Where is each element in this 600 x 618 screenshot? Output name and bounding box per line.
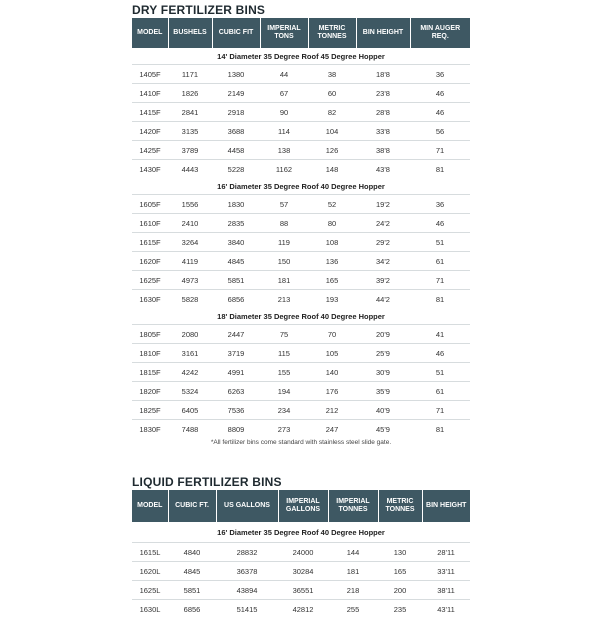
column-header: BIN HEIGHT bbox=[356, 18, 410, 48]
table-cell: 42812 bbox=[278, 600, 328, 618]
table-cell: 81 bbox=[410, 420, 470, 439]
table-cell: 80 bbox=[308, 214, 356, 233]
table-cell: 56 bbox=[410, 122, 470, 141]
table-cell: 7536 bbox=[212, 401, 260, 420]
table-cell: 23'8 bbox=[356, 84, 410, 103]
table-cell: 140 bbox=[308, 363, 356, 382]
table-cell: 5851 bbox=[212, 271, 260, 290]
table-row bbox=[132, 420, 470, 439]
liquid-header-row bbox=[132, 490, 470, 522]
table-cell: 155 bbox=[260, 363, 308, 382]
table-cell: 3719 bbox=[212, 344, 260, 363]
table-cell: 29'2 bbox=[356, 233, 410, 252]
table-cell: 46 bbox=[410, 84, 470, 103]
table-cell: 38'8 bbox=[356, 141, 410, 160]
table-cell: 5324 bbox=[168, 382, 212, 401]
table-cell: 235 bbox=[378, 600, 422, 618]
group-heading-row bbox=[132, 522, 470, 543]
table-cell: 104 bbox=[308, 122, 356, 141]
table-row bbox=[132, 290, 470, 309]
table-cell: 46 bbox=[410, 103, 470, 122]
table-cell: 1630L bbox=[132, 600, 168, 618]
table-cell: 19'2 bbox=[356, 195, 410, 214]
table-cell: 105 bbox=[308, 344, 356, 363]
table-cell: 1625F bbox=[132, 271, 168, 290]
dry-footnote: *All fertilizer bins come standard with stainless steel slide gate. bbox=[132, 438, 470, 448]
column-header: BUSHELS bbox=[168, 18, 212, 48]
table-cell: 1826 bbox=[168, 84, 212, 103]
table-cell: 176 bbox=[308, 382, 356, 401]
table-cell: 4973 bbox=[168, 271, 212, 290]
liquid-fertilizer-table bbox=[132, 490, 470, 618]
table-cell: 4458 bbox=[212, 141, 260, 160]
table-row bbox=[132, 344, 470, 363]
table-cell: 165 bbox=[308, 271, 356, 290]
table-cell: 136 bbox=[308, 252, 356, 271]
column-header: IMPERIAL GALLONS bbox=[278, 490, 328, 522]
table-cell: 1605F bbox=[132, 195, 168, 214]
table-cell: 138 bbox=[260, 141, 308, 160]
column-header: CUBIC FIT bbox=[212, 18, 260, 48]
table-row bbox=[132, 325, 470, 344]
table-cell: 36 bbox=[410, 195, 470, 214]
table-cell: 67 bbox=[260, 84, 308, 103]
table-cell: 1810F bbox=[132, 344, 168, 363]
table-cell: 1615L bbox=[132, 543, 168, 562]
table-cell: 194 bbox=[260, 382, 308, 401]
table-cell: 2080 bbox=[168, 325, 212, 344]
column-header: MODEL bbox=[132, 18, 168, 48]
table-cell: 6405 bbox=[168, 401, 212, 420]
table-cell: 4242 bbox=[168, 363, 212, 382]
group-heading: 16' Diameter 35 Degree Roof 40 Degree Hopper bbox=[132, 178, 470, 195]
table-row bbox=[132, 581, 470, 600]
column-header: BIN HEIGHT bbox=[422, 490, 470, 522]
table-cell: 1805F bbox=[132, 325, 168, 344]
table-cell: 24'2 bbox=[356, 214, 410, 233]
column-header: METRIC TONNES bbox=[308, 18, 356, 48]
table-cell: 4119 bbox=[168, 252, 212, 271]
table-cell: 1162 bbox=[260, 160, 308, 179]
table-cell: 4845 bbox=[168, 562, 216, 581]
table-cell: 1380 bbox=[212, 65, 260, 84]
table-cell: 52 bbox=[308, 195, 356, 214]
table-cell: 71 bbox=[410, 271, 470, 290]
table-row bbox=[132, 195, 470, 214]
column-header: MODEL bbox=[132, 490, 168, 522]
table-cell: 273 bbox=[260, 420, 308, 439]
table-cell: 1556 bbox=[168, 195, 212, 214]
table-row bbox=[132, 122, 470, 141]
table-cell: 4991 bbox=[212, 363, 260, 382]
table-cell: 40'9 bbox=[356, 401, 410, 420]
table-cell: 34'2 bbox=[356, 252, 410, 271]
table-cell: 38'11 bbox=[422, 581, 470, 600]
table-cell: 61 bbox=[410, 382, 470, 401]
table-cell: 3161 bbox=[168, 344, 212, 363]
table-cell: 57 bbox=[260, 195, 308, 214]
table-cell: 30284 bbox=[278, 562, 328, 581]
table-cell: 61 bbox=[410, 252, 470, 271]
table-cell: 35'9 bbox=[356, 382, 410, 401]
table-cell: 38 bbox=[308, 65, 356, 84]
table-cell: 1410F bbox=[132, 84, 168, 103]
table-cell: 119 bbox=[260, 233, 308, 252]
table-cell: 28'11 bbox=[422, 543, 470, 562]
table-cell: 4443 bbox=[168, 160, 212, 179]
table-cell: 71 bbox=[410, 401, 470, 420]
table-row bbox=[132, 65, 470, 84]
table-row bbox=[132, 363, 470, 382]
table-cell: 181 bbox=[328, 562, 378, 581]
group-heading-row bbox=[132, 48, 470, 65]
table-cell: 234 bbox=[260, 401, 308, 420]
table-cell: 4840 bbox=[168, 543, 216, 562]
table-cell: 6263 bbox=[212, 382, 260, 401]
table-cell: 6856 bbox=[168, 600, 216, 618]
table-cell: 44'2 bbox=[356, 290, 410, 309]
column-header: IMPERIAL TONNES bbox=[328, 490, 378, 522]
column-header: METRIC TONNES bbox=[378, 490, 422, 522]
table-cell: 36 bbox=[410, 65, 470, 84]
table-cell: 212 bbox=[308, 401, 356, 420]
group-heading-row bbox=[132, 178, 470, 195]
table-cell: 115 bbox=[260, 344, 308, 363]
table-cell: 2149 bbox=[212, 84, 260, 103]
table-cell: 2841 bbox=[168, 103, 212, 122]
table-row bbox=[132, 214, 470, 233]
column-header: MIN AUGER REQ. bbox=[410, 18, 470, 48]
table-cell: 71 bbox=[410, 141, 470, 160]
table-cell: 51415 bbox=[216, 600, 278, 618]
table-cell: 181 bbox=[260, 271, 308, 290]
table-cell: 24000 bbox=[278, 543, 328, 562]
column-header: IMPERIAL TONS bbox=[260, 18, 308, 48]
table-row bbox=[132, 84, 470, 103]
table-row bbox=[132, 271, 470, 290]
table-cell: 43'11 bbox=[422, 600, 470, 618]
table-cell: 1625L bbox=[132, 581, 168, 600]
table-row bbox=[132, 401, 470, 420]
table-cell: 36551 bbox=[278, 581, 328, 600]
table-cell: 165 bbox=[378, 562, 422, 581]
table-cell: 1425F bbox=[132, 141, 168, 160]
table-cell: 41 bbox=[410, 325, 470, 344]
table-cell: 28832 bbox=[216, 543, 278, 562]
table-cell: 1610F bbox=[132, 214, 168, 233]
dry-header-row bbox=[132, 18, 470, 48]
table-cell: 18'8 bbox=[356, 65, 410, 84]
table-cell: 33'11 bbox=[422, 562, 470, 581]
table-cell: 6856 bbox=[212, 290, 260, 309]
table-cell: 3840 bbox=[212, 233, 260, 252]
table-cell: 130 bbox=[378, 543, 422, 562]
group-heading-row bbox=[132, 308, 470, 325]
dry-section-title: DRY FERTILIZER BINS bbox=[132, 3, 470, 18]
table-cell: 2447 bbox=[212, 325, 260, 344]
table-cell: 114 bbox=[260, 122, 308, 141]
table-cell: 90 bbox=[260, 103, 308, 122]
table-cell: 51 bbox=[410, 233, 470, 252]
table-cell: 1171 bbox=[168, 65, 212, 84]
table-cell: 1415F bbox=[132, 103, 168, 122]
table-cell: 144 bbox=[328, 543, 378, 562]
page-content bbox=[132, 0, 470, 618]
table-cell: 3789 bbox=[168, 141, 212, 160]
table-cell: 1830 bbox=[212, 195, 260, 214]
table-cell: 8809 bbox=[212, 420, 260, 439]
table-cell: 33'8 bbox=[356, 122, 410, 141]
group-heading: 16' Diameter 35 Degree Roof 40 Degree Hopper bbox=[132, 522, 470, 543]
table-cell: 5851 bbox=[168, 581, 216, 600]
table-cell: 46 bbox=[410, 344, 470, 363]
table-cell: 43'8 bbox=[356, 160, 410, 179]
table-cell: 3264 bbox=[168, 233, 212, 252]
table-cell: 247 bbox=[308, 420, 356, 439]
table-cell: 1830F bbox=[132, 420, 168, 439]
table-cell: 213 bbox=[260, 290, 308, 309]
table-row bbox=[132, 600, 470, 618]
table-row bbox=[132, 160, 470, 179]
liquid-table-body bbox=[132, 522, 470, 618]
table-cell: 1615F bbox=[132, 233, 168, 252]
table-cell: 28'8 bbox=[356, 103, 410, 122]
table-cell: 3135 bbox=[168, 122, 212, 141]
table-cell: 81 bbox=[410, 290, 470, 309]
table-cell: 1430F bbox=[132, 160, 168, 179]
table-cell: 39'2 bbox=[356, 271, 410, 290]
table-row bbox=[132, 562, 470, 581]
table-cell: 1815F bbox=[132, 363, 168, 382]
table-cell: 1825F bbox=[132, 401, 168, 420]
table-cell: 1420F bbox=[132, 122, 168, 141]
table-cell: 75 bbox=[260, 325, 308, 344]
table-row bbox=[132, 233, 470, 252]
table-cell: 44 bbox=[260, 65, 308, 84]
table-cell: 1620L bbox=[132, 562, 168, 581]
table-cell: 218 bbox=[328, 581, 378, 600]
table-cell: 25'9 bbox=[356, 344, 410, 363]
liquid-section-title: LIQUID FERTILIZER BINS bbox=[132, 475, 470, 490]
table-cell: 2410 bbox=[168, 214, 212, 233]
table-cell: 7488 bbox=[168, 420, 212, 439]
table-cell: 4845 bbox=[212, 252, 260, 271]
table-cell: 20'9 bbox=[356, 325, 410, 344]
table-row bbox=[132, 252, 470, 271]
table-cell: 1630F bbox=[132, 290, 168, 309]
table-cell: 60 bbox=[308, 84, 356, 103]
table-cell: 200 bbox=[378, 581, 422, 600]
table-cell: 82 bbox=[308, 103, 356, 122]
table-cell: 46 bbox=[410, 214, 470, 233]
table-row bbox=[132, 543, 470, 562]
table-cell: 148 bbox=[308, 160, 356, 179]
table-cell: 30'9 bbox=[356, 363, 410, 382]
column-header: US GALLONS bbox=[216, 490, 278, 522]
dry-fertilizer-table bbox=[132, 18, 470, 438]
table-cell: 5828 bbox=[168, 290, 212, 309]
table-cell: 1620F bbox=[132, 252, 168, 271]
table-cell: 45'9 bbox=[356, 420, 410, 439]
table-cell: 70 bbox=[308, 325, 356, 344]
table-cell: 108 bbox=[308, 233, 356, 252]
table-row bbox=[132, 141, 470, 160]
table-cell: 5228 bbox=[212, 160, 260, 179]
table-row bbox=[132, 382, 470, 401]
table-cell: 51 bbox=[410, 363, 470, 382]
table-row bbox=[132, 103, 470, 122]
table-cell: 81 bbox=[410, 160, 470, 179]
dry-table-body bbox=[132, 48, 470, 438]
table-cell: 3688 bbox=[212, 122, 260, 141]
table-cell: 2918 bbox=[212, 103, 260, 122]
table-cell: 193 bbox=[308, 290, 356, 309]
table-cell: 150 bbox=[260, 252, 308, 271]
table-cell: 43894 bbox=[216, 581, 278, 600]
table-cell: 36378 bbox=[216, 562, 278, 581]
table-cell: 1820F bbox=[132, 382, 168, 401]
table-cell: 2835 bbox=[212, 214, 260, 233]
column-header: CUBIC FT. bbox=[168, 490, 216, 522]
table-cell: 126 bbox=[308, 141, 356, 160]
group-heading: 18' Diameter 35 Degree Roof 40 Degree Hopper bbox=[132, 308, 470, 325]
table-cell: 1405F bbox=[132, 65, 168, 84]
table-cell: 88 bbox=[260, 214, 308, 233]
group-heading: 14' Diameter 35 Degree Roof 45 Degree Hopper bbox=[132, 48, 470, 65]
table-cell: 255 bbox=[328, 600, 378, 618]
